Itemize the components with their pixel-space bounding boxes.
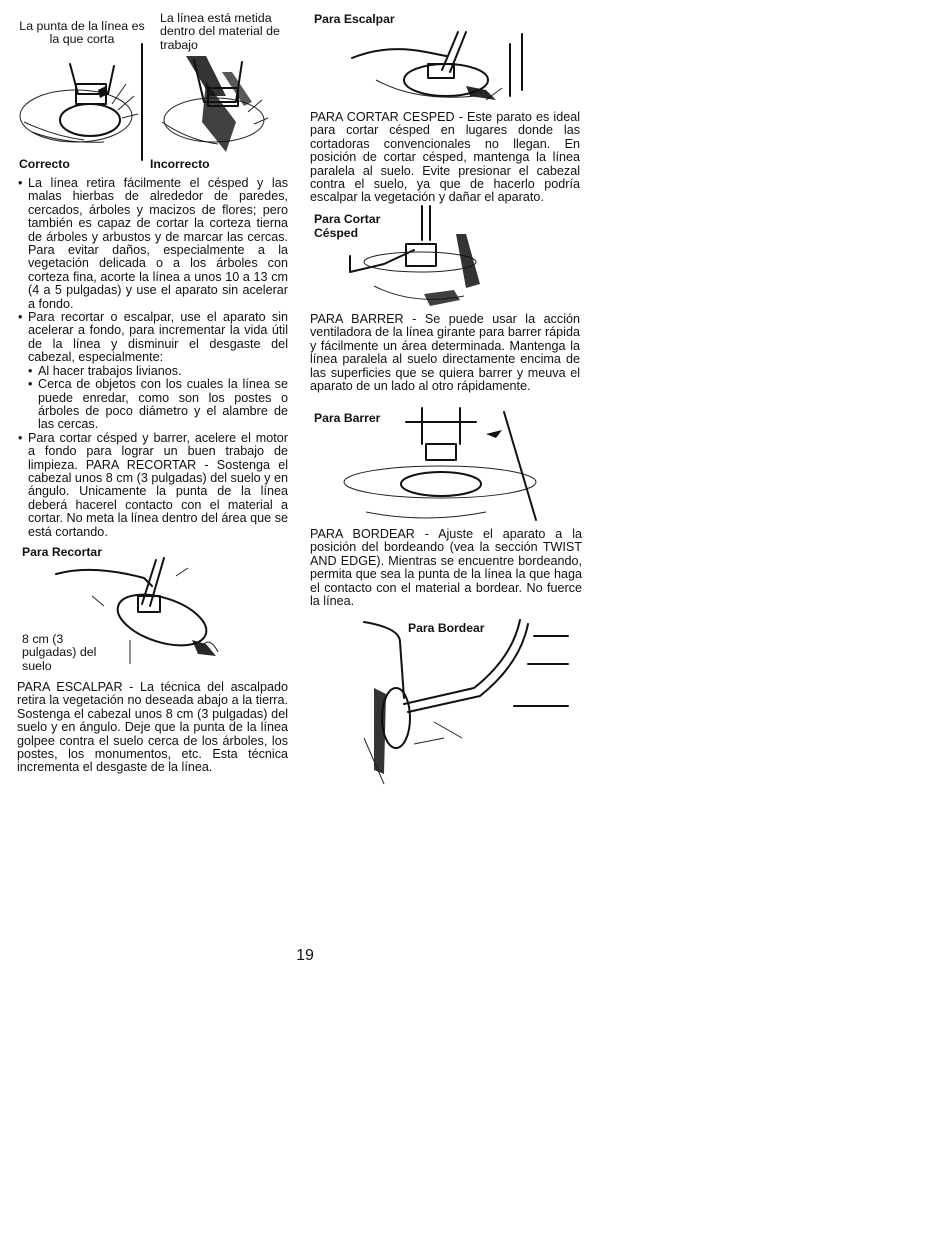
sub-bullet-item: • Cerca de objetos con los cuales la línea se puede enredar, como son los postes o árboles de poco diámetro y el alambre de las cercas. [28, 378, 288, 432]
cortar-cesped-illustration [344, 206, 492, 310]
escalpar-illustration [346, 30, 542, 106]
bordear-illustration [344, 618, 570, 786]
usage-bullet-list [18, 177, 288, 539]
page-number: 19 [296, 947, 314, 964]
correcto-illustration [14, 44, 144, 160]
recortar-label: Para Recortar [22, 545, 102, 559]
escalpar-paragraph: PARA ESCALPAR - La técnica del ascalpado retira la vegetación no deseada abajo a la tierra. Sostenga el cabezal unos 8 cm (3 pulgadas) del suelo y en ángulo. Deje que la punta de la línea golpee contra el suelo cerca de los árboles, los postes, los monumentos, etc. Esta técnica incrementa el desgaste de la línea. [17, 680, 288, 775]
escalpar-label: Para Escalpar [314, 12, 395, 26]
bullet-item: • Para cortar césped y barrer, acelere el motor a fondo para lograr un buen trabajo de limpieza. PARA RECORTAR - Sostenga el cabezal unos 8 cm (3 pulgadas) del suelo y en ángulo. Unicamente la punta de la línea deberá hacerel contacto con el material a cortar. No meta la línea dentro del área que se está cortando. [18, 432, 288, 539]
bordear-label: Para Bordear [408, 621, 485, 635]
correcto-callout: La punta de la línea es la que corta [19, 19, 145, 47]
bullet-item [18, 311, 288, 432]
incorrecto-callout: La línea está metida dentro del material de trabajo [160, 11, 280, 52]
incorrecto-illustration [158, 52, 270, 160]
cortar-cesped-label-line2: Césped [314, 226, 359, 240]
cortar-cesped-paragraph: PARA CORTAR CESPED - Este parato es ideal para cortar césped en lugares donde las cortadoras convencionales no llegan. En posición de cortar césped, mantenga la línea paralela al suelo. Evite presionar el cabezal contra el suelo, ya que de hacerlo podría escalpar la vegetación y dañar el aparato. [310, 110, 580, 205]
bordear-paragraph: PARA BORDEAR - Ajuste el aparato a la posición del bordeando (vea la sección TWIST AND EDGE). Mientras se encuentre bordeando, permita que sea la punta de la línea la que haga el contacto con el material a bordear. No fuerce la línea. [310, 527, 582, 609]
sub-bullet-item: • Al hacer trabajos livianos. [28, 365, 288, 378]
sub-bullet-list [28, 365, 288, 432]
barrer-illustration [336, 408, 546, 526]
barrer-paragraph: PARA BARRER - Se puede usar la acción ventiladora de la línea girante para barrer rápida y fácilmente un área determinada. Mantenga la línea paralela al suelo directamente encima de las superficies que se quiera barrer y meuva el aparato de un lado al otro rápidamente. [310, 312, 580, 394]
bullet-item: • La línea retira fácilmente el césped y las malas hierbas de alrededor de paredes, cercados, árboles y macizos de flores; pero también es capaz de cortar la corteza tierna de árboles y arbustos y de marcar las cercas. Para evitar daños, especialmente a la vegetación delicada o a los árboles con corteza fina, acorte la línea a unos 10 a 13 cm (4 a 5 pulgadas) y use el aparato sin acelerar a fondo. [18, 177, 288, 311]
cortar-cesped-label-line1: Para Cortar [314, 212, 381, 226]
barrer-label: Para Barrer [314, 411, 381, 425]
correcto-label: Correcto [19, 157, 70, 171]
bullet-text: Para recortar o escalpar, use el aparato sin acelerar a fondo, para incrementar la vida útil de la línea y disminuir el desgaste del cabezal, especialmente: [28, 310, 288, 365]
recortar-callout: 8 cm (3 pulgadas) del suelo [22, 632, 97, 673]
incorrecto-label: Incorrecto [150, 157, 210, 171]
